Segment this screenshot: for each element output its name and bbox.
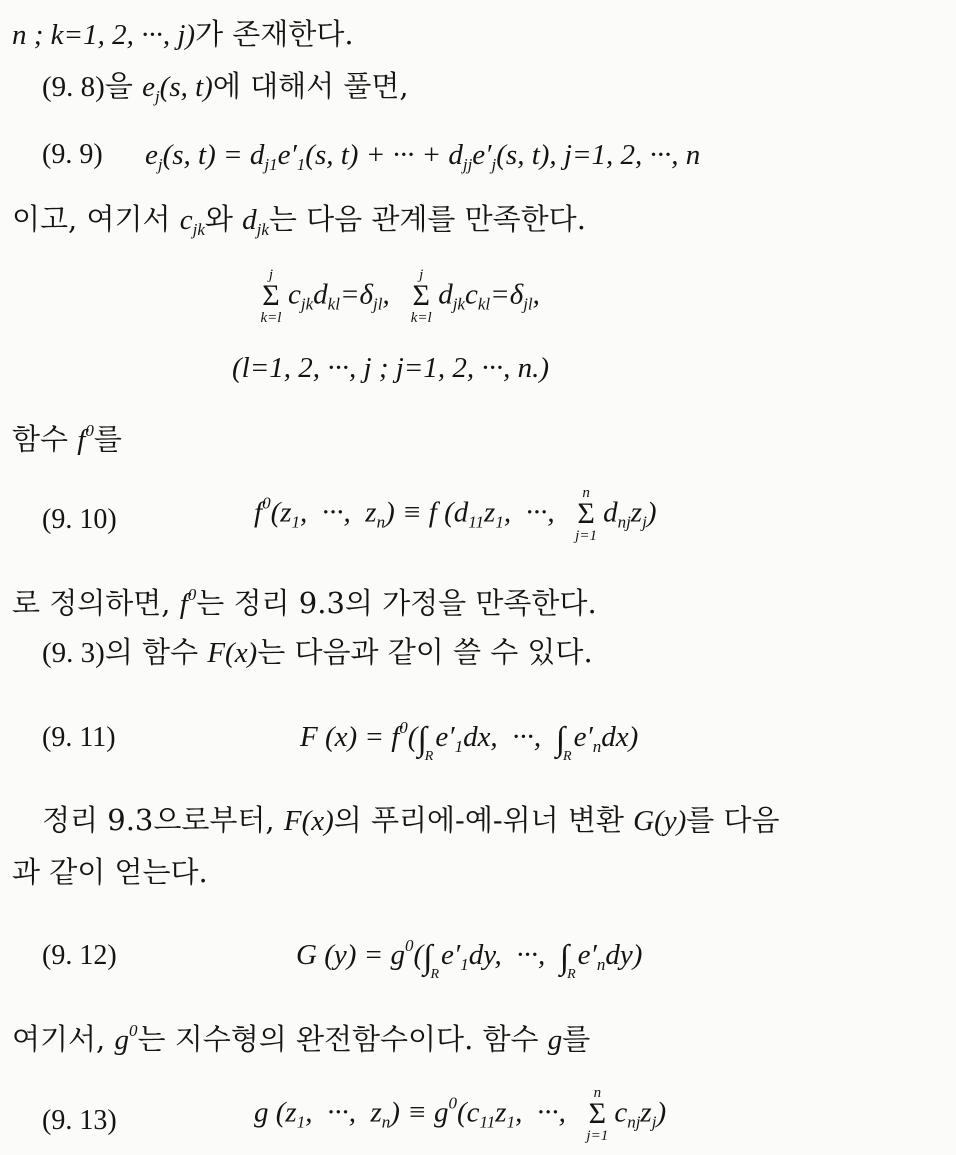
equation-9-13: g ($z_1$, ···, $z_n) \equiv g^0(c_{11}z_1$, ···, n Σ j=1 $c_{nj}z_j$) bbox=[254, 1085, 667, 1144]
equation-number: (9. 9) bbox=[42, 139, 103, 170]
text-line-7 bbox=[12, 422, 122, 455]
math-inline: $g^0$ bbox=[114, 1021, 138, 1056]
korean-text: 는 정리 9.3의 가정을 만족한다. bbox=[196, 586, 597, 620]
math-inline: g bbox=[547, 1024, 563, 1056]
text-line-2 bbox=[42, 69, 409, 106]
math-inline: F(x) bbox=[207, 637, 258, 669]
korean-text: 는 지수형의 완전함수이다. 함수 bbox=[137, 1022, 548, 1056]
korean-text: 이고, 여기서 bbox=[12, 202, 180, 236]
korean-text: 에 대해서 풀면, bbox=[212, 69, 409, 103]
korean-text: 함수 bbox=[12, 422, 78, 456]
equation-number: (9. 10) bbox=[42, 504, 117, 535]
text-line-10 bbox=[42, 635, 593, 669]
math-inline: F(x) bbox=[283, 805, 334, 837]
equation-number: (9. 13) bbox=[42, 1105, 117, 1136]
korean-text: 를 bbox=[562, 1022, 591, 1056]
korean-text: 의 푸리에-예-위너 변환 bbox=[333, 803, 634, 837]
text-line-13: 과 같이 얻는다. bbox=[12, 855, 208, 889]
math-inline: $e_j(s$, t) bbox=[142, 71, 213, 106]
math-inline: $c_{jk}$ bbox=[179, 204, 205, 239]
math-inline: $f^0$ bbox=[179, 585, 197, 620]
korean-text: 는 다음과 같이 쓸 수 있다. bbox=[257, 635, 593, 669]
math-inline: n ; k=1, 2, ···, j) bbox=[12, 19, 196, 51]
korean-text: 여기서, bbox=[12, 1022, 115, 1056]
korean-text: 정리 9.3으로부터, bbox=[42, 803, 284, 837]
equation-9-10: $f^0(z_1$, ···, $z_n) \equiv f$ ($d_{11}z_1$, ···, n Σ j=1 $d_{nj}z_j$) bbox=[254, 485, 657, 544]
math-inline: $f^0$ bbox=[77, 421, 94, 456]
korean-text: 가 존재한다. bbox=[195, 17, 354, 51]
text-line-15 bbox=[12, 1022, 590, 1055]
equation-condition: (l=1, 2, ···, j ; j=1, 2, ···, n.) bbox=[232, 352, 550, 384]
equation-number: (9. 12) bbox=[42, 940, 117, 971]
equation-9-11: F $(x) = f^0(\int_Re'_1dx$, ···, $\int_Re'_ndx$) bbox=[300, 718, 639, 764]
korean-text: 는 다음 관계를 만족한다. bbox=[268, 202, 586, 236]
eq-ref: (9. 8) bbox=[42, 71, 105, 103]
math-inline: G(y) bbox=[633, 805, 687, 837]
korean-text: 로 정의하면, bbox=[12, 586, 180, 620]
equation-9-9: $e_j(s$, $t) = d_{j1}e'_1(s$, t) + ··· + $d_{jj}e'_j(s$, t), j=1, 2, ···, n bbox=[145, 139, 701, 174]
text-line-9 bbox=[12, 586, 597, 619]
korean-text: 를 bbox=[93, 422, 122, 456]
equation-9-12: G $(y) = g^0(\int_Re'_1dy$, ···, $\int_Re'_ndy$) bbox=[296, 936, 643, 982]
eq-ref: (9. 3) bbox=[42, 637, 105, 669]
text-line-1 bbox=[12, 17, 354, 51]
equation-number: (9. 11) bbox=[42, 722, 116, 753]
text-line-12 bbox=[42, 803, 780, 837]
korean-text: 을 bbox=[104, 69, 143, 103]
korean-text: 와 bbox=[204, 202, 243, 236]
korean-text: 의 함수 bbox=[104, 635, 208, 669]
math-inline: $d_{jk}$ bbox=[242, 204, 269, 239]
equation-relations: j Σ k=l $c_{jk}d_{kl}=\delta_{jl}$, j Σ k=l $d_{jk}c_{kl}=\delta_{jl}$, bbox=[260, 267, 540, 326]
text-line-4 bbox=[12, 202, 586, 239]
korean-text: 를 다음 bbox=[686, 803, 780, 837]
